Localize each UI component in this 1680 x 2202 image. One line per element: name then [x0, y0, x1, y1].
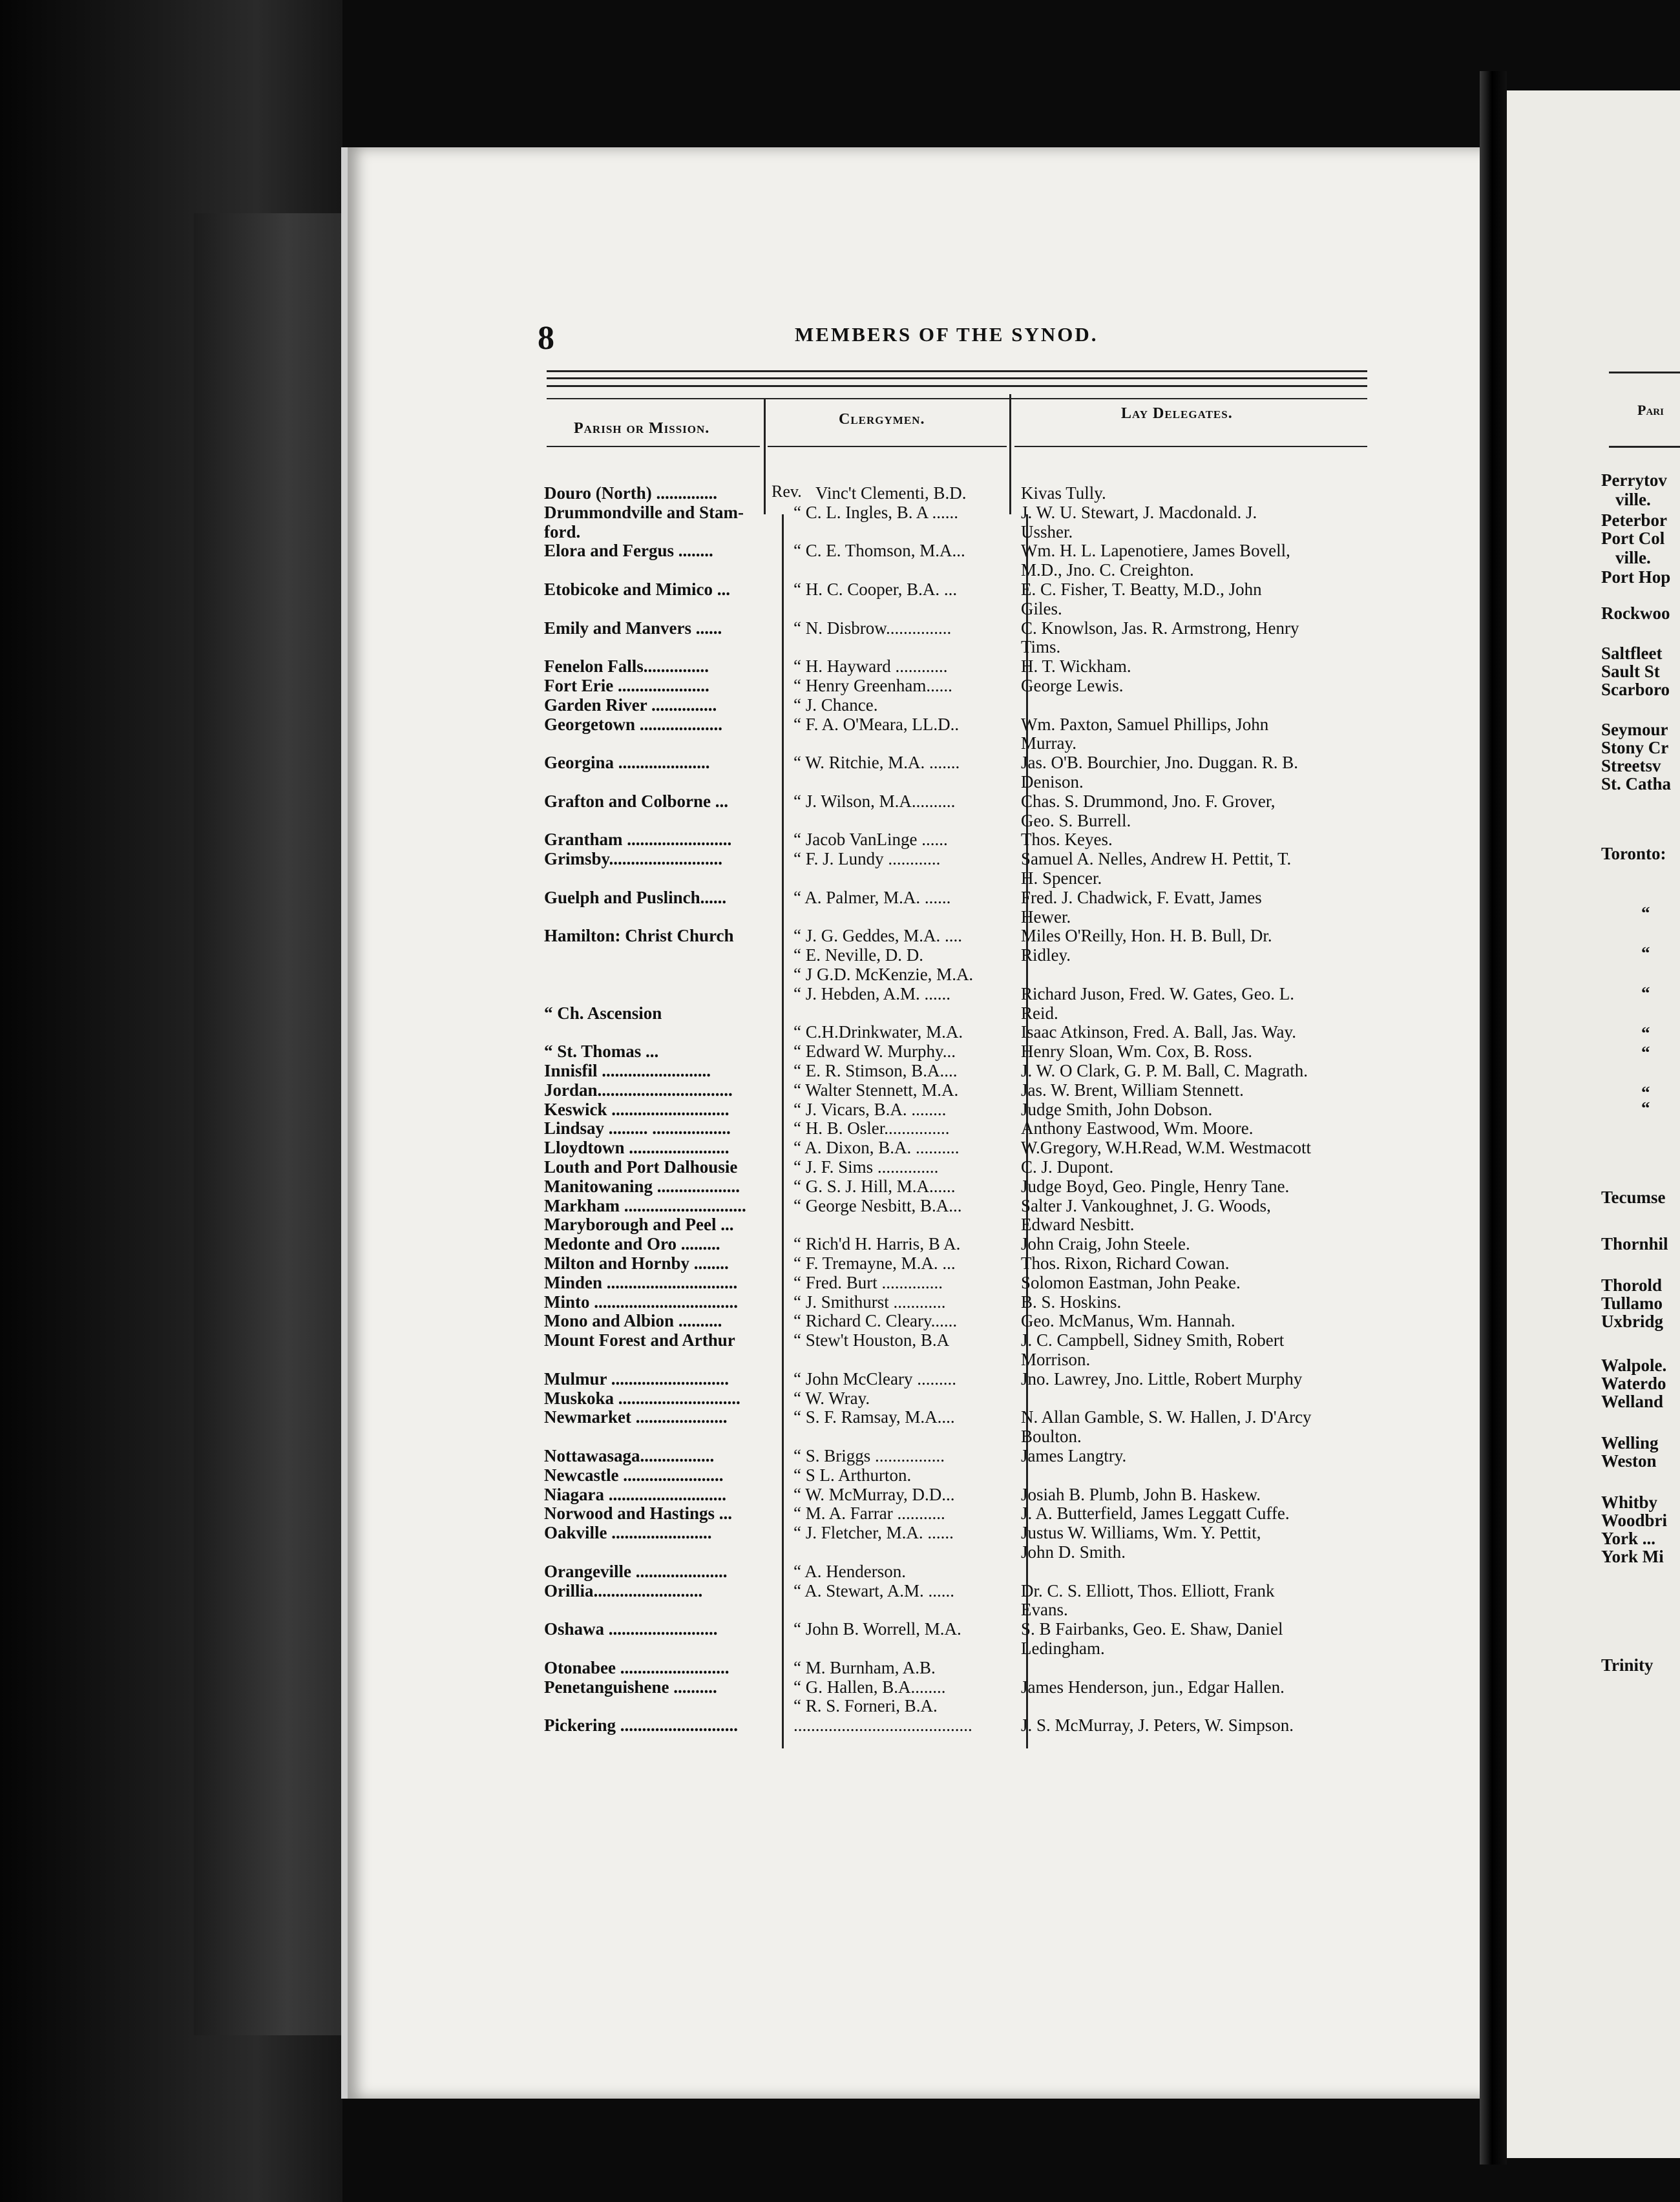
parish-cell: ford.	[544, 522, 581, 541]
parish-cell: Orangeville .....................	[544, 1562, 728, 1581]
book-edge	[194, 213, 349, 2035]
lay-cell: Giles.	[1021, 599, 1062, 618]
next-page-parish: “	[1641, 943, 1650, 963]
lay-cell: Tims.	[1021, 637, 1061, 656]
lay-cell: J. S. McMurray, J. Peters, W. Simpson.	[1021, 1715, 1294, 1735]
next-page-parish: Welling	[1601, 1433, 1659, 1452]
column-header-lay: Lay Delegates.	[1121, 405, 1233, 422]
parish-cell: Minden ..............................	[544, 1273, 738, 1292]
lay-cell: J. A. Butterfield, James Leggatt Cuffe.	[1021, 1504, 1290, 1523]
next-page-parish: “	[1641, 983, 1650, 1003]
next-page-parish: “	[1641, 1083, 1650, 1102]
column-header-clergy: Clergymen.	[839, 411, 925, 428]
lay-cell: C. J. Dupont.	[1021, 1157, 1114, 1177]
next-page-parish: Welland	[1601, 1392, 1664, 1411]
lay-cell: N. Allan Gamble, S. W. Hallen, J. D'Arcy	[1021, 1407, 1312, 1427]
column-rule	[768, 446, 1007, 447]
parish-cell: Oshawa .........................	[544, 1619, 718, 1639]
parish-cell: Louth and Port Dalhousie	[544, 1157, 738, 1177]
clergy-cell: “ S. F. Ramsay, M.A....	[793, 1407, 955, 1427]
lay-cell: Boulton.	[1021, 1427, 1082, 1446]
parish-cell: Fort Erie .....................	[544, 676, 709, 695]
next-page	[1507, 90, 1680, 2158]
clergy-cell: “ A. Palmer, M.A. ......	[793, 888, 951, 907]
clergy-cell: “ E. R. Stimson, B.A....	[793, 1061, 958, 1080]
lay-cell: Justus W. Williams, Wm. Y. Pettit,	[1021, 1523, 1261, 1542]
clergy-cell: Vinc't Clementi, B.D.	[815, 483, 967, 503]
running-head: MEMBERS OF THE SYNOD.	[795, 323, 1098, 346]
clergy-cell: “ J. G. Geddes, M.A. ....	[793, 926, 962, 945]
clergy-cell: “ Rich'd H. Harris, B A.	[793, 1234, 961, 1253]
clergy-cell: “ A. Dixon, B.A. ..........	[793, 1138, 960, 1157]
lay-cell: Geo. S. Burrell.	[1021, 811, 1131, 830]
clergy-cell: “ J G.D. McKenzie, M.A.	[793, 965, 974, 984]
next-page-parish: Streetsv	[1601, 756, 1661, 775]
clergy-cell: “ C.H.Drinkwater, M.A.	[793, 1022, 963, 1042]
next-page-parish: ville.	[1615, 548, 1651, 567]
clergy-cell: “ S. Briggs ................	[793, 1446, 945, 1465]
lay-cell: Kivas Tully.	[1021, 483, 1106, 503]
parish-cell: Lloydtown .......................	[544, 1138, 730, 1157]
parish-cell: “ St. Thomas ...	[544, 1042, 659, 1061]
next-page-parish: Scarboro	[1601, 680, 1670, 699]
clergy-cell: “ John B. Worrell, M.A.	[793, 1619, 961, 1639]
lay-cell: Wm. Paxton, Samuel Phillips, John	[1021, 715, 1269, 734]
clergy-cell: “ E. Neville, D. D.	[793, 945, 923, 965]
parish-cell: Orillia.........................	[544, 1581, 703, 1600]
column-divider	[1009, 394, 1011, 514]
next-page-parish: Perrytov	[1601, 470, 1667, 490]
clergy-cell: “ J. Hebden, A.M. ......	[793, 984, 950, 1003]
parish-cell: Etobicoke and Mimico ...	[544, 580, 730, 599]
parish-cell: Manitowaning ...................	[544, 1177, 740, 1196]
lay-cell: John D. Smith.	[1021, 1542, 1126, 1562]
parish-cell: Mono and Albion ..........	[544, 1311, 722, 1330]
lay-cell: Edward Nesbitt.	[1021, 1215, 1135, 1234]
lay-cell: Jas. W. Brent, William Stennett.	[1021, 1080, 1244, 1100]
clergy-cell: “ J. Fletcher, M.A. ......	[793, 1523, 954, 1542]
parish-cell: Oakville .......................	[544, 1523, 712, 1542]
parish-cell: Elora and Fergus ........	[544, 541, 713, 560]
clergy-cell: “ M. Burnham, A.B.	[793, 1658, 936, 1677]
clergy-cell: “ F. Tremayne, M.A. ...	[793, 1253, 956, 1273]
next-page-rule	[1609, 446, 1680, 448]
parish-cell: Newcastle .......................	[544, 1465, 724, 1485]
parish-cell: Jordan...............................	[544, 1080, 733, 1100]
next-page-parish: St. Catha	[1601, 774, 1672, 793]
next-page-parish: York ...	[1601, 1529, 1656, 1548]
clergy-cell: “ J. Vicars, B.A. ........	[793, 1100, 947, 1119]
clergy-cell: “ A. Stewart, A.M. ......	[793, 1581, 954, 1600]
parish-cell: Grantham ........................	[544, 830, 732, 849]
next-page-parish: Trinity	[1601, 1655, 1654, 1675]
lay-cell: Wm. H. L. Lapenotiere, James Bovell,	[1021, 541, 1290, 560]
next-page-parish: Whitby	[1601, 1493, 1658, 1512]
lay-cell: George Lewis.	[1021, 676, 1124, 695]
parish-cell: Markham ............................	[544, 1196, 746, 1215]
next-page-parish: Weston	[1601, 1451, 1657, 1471]
next-page-parish: Thornhil	[1601, 1234, 1668, 1253]
parish-cell: Grafton and Colborne ...	[544, 792, 729, 811]
lay-cell: Fred. J. Chadwick, F. Evatt, James	[1021, 888, 1262, 907]
lay-cell: Murray.	[1021, 733, 1076, 753]
clergy-cell: “ W. McMurray, D.D...	[793, 1485, 955, 1504]
next-page-column-header: Pari	[1637, 402, 1664, 418]
lay-cell: Evans.	[1021, 1600, 1068, 1619]
lay-cell: Jno. Lawrey, Jno. Little, Robert Murphy	[1021, 1369, 1303, 1389]
clergy-cell: “ J. F. Sims ..............	[793, 1157, 939, 1177]
clergy-cell: “ G. Hallen, B.A........	[793, 1677, 946, 1697]
parish-cell: Muskoka ............................	[544, 1389, 740, 1408]
next-page-parish: Tullamo	[1601, 1294, 1663, 1313]
next-page-parish: Port Hop	[1601, 567, 1671, 587]
column-divider	[782, 514, 784, 1748]
parish-cell: Mount Forest and Arthur	[544, 1330, 735, 1350]
next-page-parish: Peterbor	[1601, 510, 1667, 530]
clergy-cell: “ S L. Arthurton.	[793, 1465, 912, 1485]
clergy-cell: “ H. Hayward ............	[793, 656, 948, 676]
parish-cell: Medonte and Oro .........	[544, 1234, 720, 1253]
lay-cell: W.Gregory, W.H.Read, W.M. Westmacott	[1021, 1138, 1312, 1157]
parish-cell: Mulmur ...........................	[544, 1369, 730, 1389]
clergy-cell: .........................................	[793, 1715, 972, 1735]
lay-cell: C. Knowlson, Jas. R. Armstrong, Henry	[1021, 618, 1299, 638]
clergy-cell: “ J. Smithurst ............	[793, 1292, 946, 1312]
column-divider	[764, 398, 766, 514]
clergy-cell: “ R. S. Forneri, B.A.	[793, 1696, 938, 1715]
next-page-rule	[1609, 372, 1680, 373]
lay-cell: Henry Sloan, Wm. Cox, B. Ross.	[1021, 1042, 1253, 1061]
clergy-cell: “ W. Wray.	[793, 1389, 870, 1408]
clergy-cell: “ Walter Stennett, M.A.	[793, 1080, 959, 1100]
column-rule	[1014, 446, 1367, 447]
lay-cell: James Henderson, jun., Edgar Hallen.	[1021, 1677, 1285, 1697]
next-page-parish: Woodbri	[1601, 1511, 1668, 1530]
header-rule	[547, 385, 1367, 387]
next-page-parish: Walpole.	[1601, 1356, 1667, 1375]
parish-cell: Fenelon Falls...............	[544, 656, 709, 676]
rev-label: Rev.	[772, 482, 802, 501]
next-page-parish: Uxbridg	[1601, 1312, 1664, 1331]
lay-cell: Thos. Keyes.	[1021, 830, 1113, 849]
parish-cell: Guelph and Puslinch......	[544, 888, 727, 907]
parish-cell: Norwood and Hastings ...	[544, 1504, 733, 1523]
lay-cell: J. W. U. Stewart, J. Macdonald. J.	[1021, 503, 1257, 522]
lay-cell: J. W. O Clark, G. P. M. Ball, C. Magrath.	[1021, 1061, 1308, 1080]
clergy-cell: “ Fred. Burt ..............	[793, 1273, 943, 1292]
clergy-cell: “ G. S. J. Hill, M.A......	[793, 1177, 956, 1196]
clergy-cell: “ W. Ritchie, M.A. .......	[793, 753, 960, 772]
next-page-parish: “	[1641, 903, 1650, 923]
parish-cell: Georgetown ...................	[544, 715, 722, 734]
lay-cell: Richard Juson, Fred. W. Gates, Geo. L.	[1021, 984, 1294, 1003]
header-rule	[547, 370, 1367, 372]
lay-cell: M.D., Jno. C. Creighton.	[1021, 560, 1194, 580]
parish-cell: Hamilton: Christ Church	[544, 926, 734, 945]
next-page-parish: York Mi	[1601, 1547, 1664, 1566]
parish-cell: Niagara ...........................	[544, 1485, 726, 1504]
parish-cell: Garden River ...............	[544, 695, 717, 715]
parish-cell: Nottawasaga.................	[544, 1446, 715, 1465]
lay-cell: Ridley.	[1021, 945, 1071, 965]
clergy-cell: “ A. Henderson.	[793, 1562, 906, 1581]
parish-cell: Otonabee .........................	[544, 1658, 730, 1677]
lay-cell: Thos. Rixon, Richard Cowan.	[1021, 1253, 1230, 1273]
parish-cell: Maryborough and Peel ...	[544, 1215, 734, 1234]
lay-cell: E. C. Fisher, T. Beatty, M.D., John	[1021, 580, 1262, 599]
lay-cell: Chas. S. Drummond, Jno. F. Grover,	[1021, 792, 1276, 811]
parish-cell: Milton and Hornby ........	[544, 1253, 729, 1273]
parish-cell: Georgina .....................	[544, 753, 710, 772]
lay-cell: Miles O'Reilly, Hon. H. B. Bull, Dr.	[1021, 926, 1272, 945]
next-page-parish: ville.	[1615, 490, 1651, 509]
lay-cell: Reid.	[1021, 1003, 1058, 1023]
lay-cell: Geo. McManus, Wm. Hannah.	[1021, 1311, 1235, 1330]
parish-cell: Pickering ...........................	[544, 1715, 738, 1735]
clergy-cell: “ Edward W. Murphy...	[793, 1042, 956, 1061]
lay-cell: James Langtry.	[1021, 1446, 1127, 1465]
next-page-parish: Waterdo	[1601, 1374, 1666, 1393]
next-page-parish: “	[1641, 1043, 1650, 1062]
clergy-cell: “ J. Wilson, M.A..........	[793, 792, 956, 811]
next-page-parish: Stony Cr	[1601, 738, 1669, 757]
clergy-cell: “ F. J. Lundy ............	[793, 849, 941, 868]
lay-cell: Hewer.	[1021, 907, 1071, 927]
next-page-parish: Sault St	[1601, 662, 1660, 681]
parish-cell: “ Ch. Ascension	[544, 1003, 662, 1023]
next-page-parish: Saltfleet	[1601, 644, 1663, 663]
clergy-cell: “ M. A. Farrar ...........	[793, 1504, 945, 1523]
clergy-cell: “ J. Chance.	[793, 695, 878, 715]
lay-cell: H. Spencer.	[1021, 868, 1102, 888]
lay-cell: Solomon Eastman, John Peake.	[1021, 1273, 1241, 1292]
parish-cell: Grimsby..........................	[544, 849, 723, 868]
clergy-cell: “ Henry Greenham......	[793, 676, 952, 695]
clergy-cell: “ C. E. Thomson, M.A...	[793, 541, 965, 560]
header-rule	[547, 398, 1367, 399]
parish-cell: Emily and Manvers ......	[544, 618, 722, 638]
next-page-parish: Seymour	[1601, 720, 1668, 739]
lay-cell: H. T. Wickham.	[1021, 656, 1131, 676]
parish-cell: Keswick ...........................	[544, 1100, 730, 1119]
clergy-cell: “ H. B. Osler...............	[793, 1118, 950, 1138]
next-page-parish: Tecumse	[1601, 1188, 1666, 1207]
lay-cell: Morrison.	[1021, 1350, 1091, 1369]
lay-cell: Judge Boyd, Geo. Pingle, Henry Tane.	[1021, 1177, 1290, 1196]
lay-cell: S. B Fairbanks, Geo. E. Shaw, Daniel	[1021, 1619, 1283, 1639]
clergy-cell: “ N. Disbrow...............	[793, 618, 952, 638]
next-page-parish: Thorold	[1601, 1275, 1663, 1295]
parish-cell: Lindsay ......... ..................	[544, 1118, 731, 1138]
parish-cell: Minto .................................	[544, 1292, 738, 1312]
lay-cell: Ussher.	[1021, 522, 1073, 541]
next-page-parish: “	[1641, 1023, 1650, 1043]
parish-cell: Innisfil .........................	[544, 1061, 711, 1080]
page-number: 8	[538, 320, 554, 357]
next-page-parish: Port Col	[1601, 529, 1665, 548]
next-page-parish: Toronto:	[1601, 844, 1666, 863]
lay-cell: Isaac Atkinson, Fred. A. Ball, Jas. Way.	[1021, 1022, 1297, 1042]
clergy-cell: “ John McCleary .........	[793, 1369, 956, 1389]
parish-cell: Penetanguishene ..........	[544, 1677, 717, 1697]
lay-cell: Judge Smith, John Dobson.	[1021, 1100, 1213, 1119]
lay-cell: Josiah B. Plumb, John B. Haskew.	[1021, 1485, 1261, 1504]
next-page-parish: “	[1641, 1098, 1650, 1118]
clergy-cell: “ F. A. O'Meara, LL.D..	[793, 715, 960, 734]
parish-cell: Douro (North) ..............	[544, 483, 717, 503]
lay-cell: John Craig, John Steele.	[1021, 1234, 1190, 1253]
column-header-parish: Parish or Mission.	[574, 420, 710, 437]
clergy-cell: “ George Nesbitt, B.A...	[793, 1196, 962, 1215]
lay-cell: B. S. Hoskins.	[1021, 1292, 1122, 1312]
lay-cell: Dr. C. S. Elliott, Thos. Elliott, Frank	[1021, 1581, 1275, 1600]
clergy-cell: “ Stew't Houston, B.A	[793, 1330, 950, 1350]
column-rule	[547, 446, 760, 447]
parish-cell: Newmarket .....................	[544, 1407, 728, 1427]
clergy-cell: “ Richard C. Cleary......	[793, 1311, 958, 1330]
clergy-cell: “ C. L. Ingles, B. A ......	[793, 503, 958, 522]
parish-cell: Drummondville and Stam-	[544, 503, 744, 522]
lay-cell: Ledingham.	[1021, 1639, 1105, 1658]
lay-cell: Jas. O'B. Bourchier, Jno. Duggan. R. B.	[1021, 753, 1299, 772]
page-gutter	[1480, 71, 1507, 2165]
lay-cell: Anthony Eastwood, Wm. Moore.	[1021, 1118, 1254, 1138]
lay-cell: Salter J. Vankoughnet, J. G. Woods,	[1021, 1196, 1271, 1215]
lay-cell: J. C. Campbell, Sidney Smith, Robert	[1021, 1330, 1285, 1350]
next-page-parish: Rockwoo	[1601, 603, 1670, 623]
header-rule	[547, 377, 1367, 379]
lay-cell: Samuel A. Nelles, Andrew H. Pettit, T.	[1021, 849, 1292, 868]
lay-cell: Denison.	[1021, 772, 1084, 792]
clergy-cell: “ Jacob VanLinge ......	[793, 830, 948, 849]
clergy-cell: “ H. C. Cooper, B.A. ...	[793, 580, 958, 599]
